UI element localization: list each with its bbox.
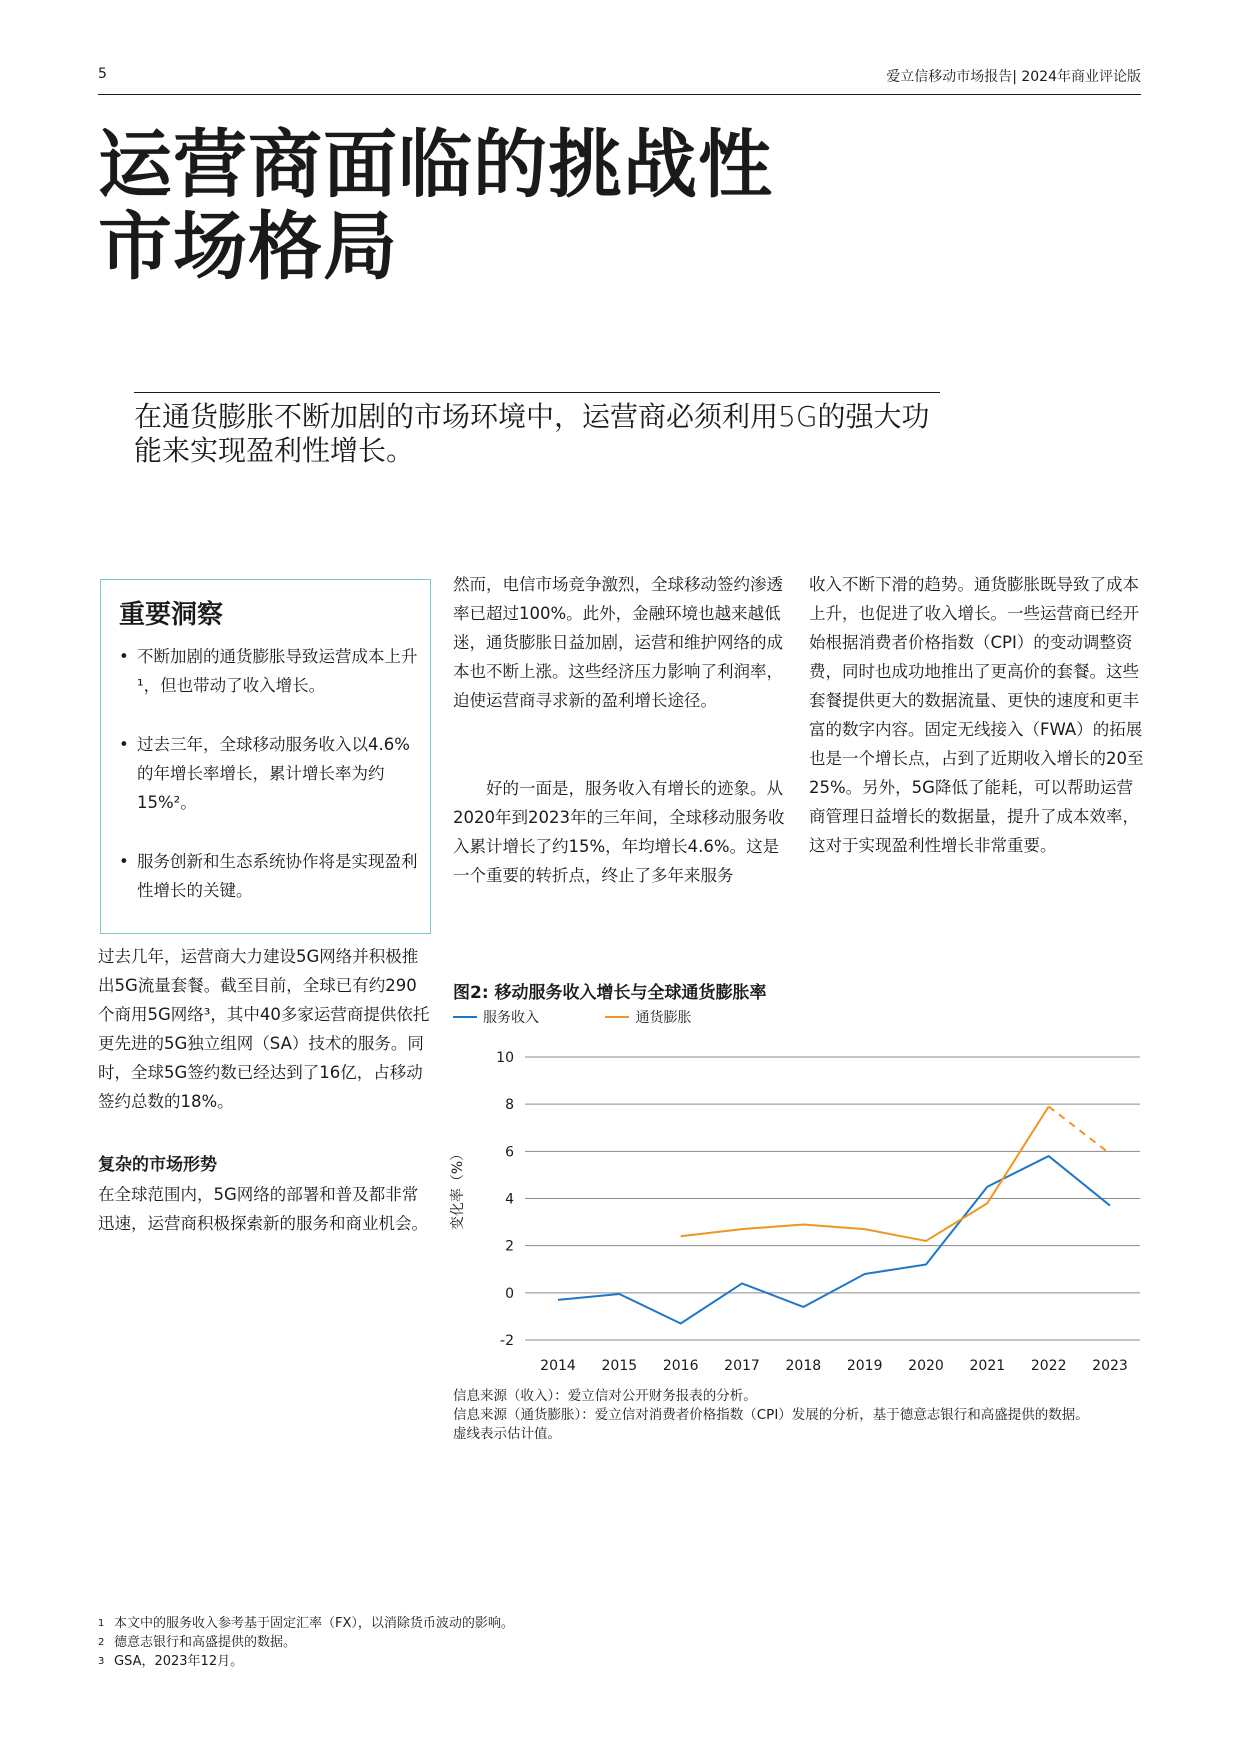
- legend-swatch-revenue: [453, 1016, 477, 1018]
- y-tick-label: 2: [505, 1238, 514, 1255]
- y-tick-label: 8: [505, 1097, 514, 1114]
- footnote-number: 2: [98, 1637, 105, 1648]
- revenue-series-line: [558, 1156, 1110, 1323]
- legend-swatch-inflation: [605, 1016, 629, 1018]
- legend-label: 通货膨胀: [635, 1010, 692, 1026]
- x-tick-label: 2020: [908, 1358, 944, 1374]
- footnote-text: 德意志银行和高盛提供的数据。: [114, 1635, 297, 1650]
- legend-item-inflation: [605, 1007, 691, 1027]
- chart-legend: [453, 1006, 753, 1027]
- insight-item: • 服务创新和生态系统协作将是实现盈利性增长的关键。: [119, 847, 419, 905]
- insight-item: • 不断加剧的通货膨胀导致运营成本上升¹，但也带动了收入增长。: [119, 642, 419, 700]
- body-paragraph: 在全球范围内，5G网络的部署和普及都非常迅速，运营商积极探索新的服务和商业机会。: [98, 1185, 428, 1233]
- section-subheading: 复杂的市场形势: [98, 1155, 217, 1175]
- key-insights-box: [100, 579, 431, 934]
- x-tick-label: 2017: [724, 1358, 760, 1374]
- chart-source-revenue: 信息来源（收入）：爱立信对公开财务报表的分析。: [453, 1388, 757, 1404]
- page-title-line-2: 市场格局: [98, 204, 398, 290]
- key-insights-title: 重要洞察: [119, 600, 224, 630]
- x-tick-label: 2014: [540, 1358, 576, 1374]
- chart-title: 图2: 移动服务收入增长与全球通货膨胀率: [453, 983, 767, 1003]
- report-title: 爱立信移动市场报告| 2024年商业评论版: [886, 69, 1141, 85]
- legend-item-revenue: [453, 1007, 539, 1027]
- inflation-series-line: [681, 1107, 1049, 1241]
- header-divider: [98, 94, 1141, 95]
- x-tick-label: 2016: [662, 1358, 699, 1374]
- insight-item: • 过去三年，全球移动服务收入以4.6%的年增长率增长，累计增长率为约15%²。: [119, 730, 419, 817]
- y-tick-label: 0: [505, 1285, 514, 1302]
- x-tick-label: 2021: [969, 1358, 1006, 1374]
- x-tick-label: 2023: [1092, 1358, 1128, 1374]
- page-title-line-1: 运营商面临的挑战性: [98, 122, 773, 208]
- x-tick-label: 2015: [601, 1358, 638, 1374]
- body-paragraph: 好的一面是，服务收入有增长的迹象。从2020年到2023年的三年间，全球移动服务收入累计增长了约15%，年均增长4.6%。这是一个重要的转折点，终止了多年来服务: [453, 779, 785, 885]
- footnote-number: 3: [98, 1656, 105, 1667]
- footnote-3: [98, 1652, 514, 1671]
- line-chart: [440, 1030, 1160, 1375]
- body-paragraph: 过去几年，运营商大力建设5G网络并积极推出5G流量套餐。截至目前，全球已有约290个商用5G网络³，其中40多家运营商提供依托更先进的5G独立组网（SA）技术的服务。同时，全球5G签约数已经达到了16亿，占移动签约总数的18%。: [98, 947, 430, 1111]
- body-paragraph: 收入不断下滑的趋势。通货膨胀既导致了成本上升，也促进了收入增长。一些运营商已经开始根据消费者价格指数（CPI）的变动调整资费，同时也成功地推出了更高价的套餐。这些套餐提供更大的数据流量、更快的速度和更丰富的数字内容。固定无线接入（FWA）的拓展也是一个增长点，占到了近期收入增长的20至25%。另外，5G降低了能耗，可以帮助运营商管理日益增长的数据量，提升了成本效率，这对于实现盈利性增长非常重要。: [809, 575, 1144, 855]
- page-title: [98, 124, 773, 288]
- footnotes: [98, 1614, 514, 1671]
- y-tick-label: 6: [505, 1144, 514, 1161]
- x-tick-label: 2022: [1030, 1358, 1067, 1374]
- footnote-text: 本文中的服务收入参考基于固定汇率（FX），以消除货币波动的影响。: [114, 1616, 514, 1631]
- x-tick-label: 2019: [846, 1358, 883, 1374]
- footnote-number: 1: [98, 1618, 105, 1629]
- footnote-2: [98, 1633, 514, 1652]
- page-number: 5: [98, 66, 107, 82]
- y-tick-label: -2: [500, 1333, 514, 1349]
- chart-source-inflation: 信息来源（通货膨胀）：爱立信对消费者价格指数（CPI）发展的分析，基于德意志银行和高盛提供的数据。: [453, 1407, 1089, 1423]
- chart-note-dashed: 虚线表示估计值。: [453, 1426, 561, 1442]
- inflation-series-line-estimate: [1049, 1107, 1110, 1154]
- y-axis-label: 变化率（%）: [450, 1146, 466, 1231]
- y-tick-label: 4: [505, 1191, 514, 1208]
- key-insights-list: [119, 642, 419, 935]
- lead-paragraph: 在通货膨胀不断加剧的市场环境中，运营商必须利用5G的强大功能来实现盈利性增长。: [134, 400, 930, 467]
- footnote-1: [98, 1614, 514, 1633]
- footnote-text: GSA，2023年12月。: [114, 1654, 244, 1669]
- lead-divider: [134, 392, 940, 393]
- x-tick-label: 2018: [785, 1358, 822, 1374]
- legend-label: 服务收入: [483, 1010, 539, 1026]
- body-paragraph: 然而，电信市场竞争激烈，全球移动签约渗透率已超过100%。此外，金融环境也越来越低迷，通货膨胀日益加剧，运营和维护网络的成本也不断上涨。这些经济压力影响了利润率，迫使运营商寻求新的盈利增长途径。: [453, 575, 783, 710]
- y-tick-label: 10: [496, 1050, 514, 1066]
